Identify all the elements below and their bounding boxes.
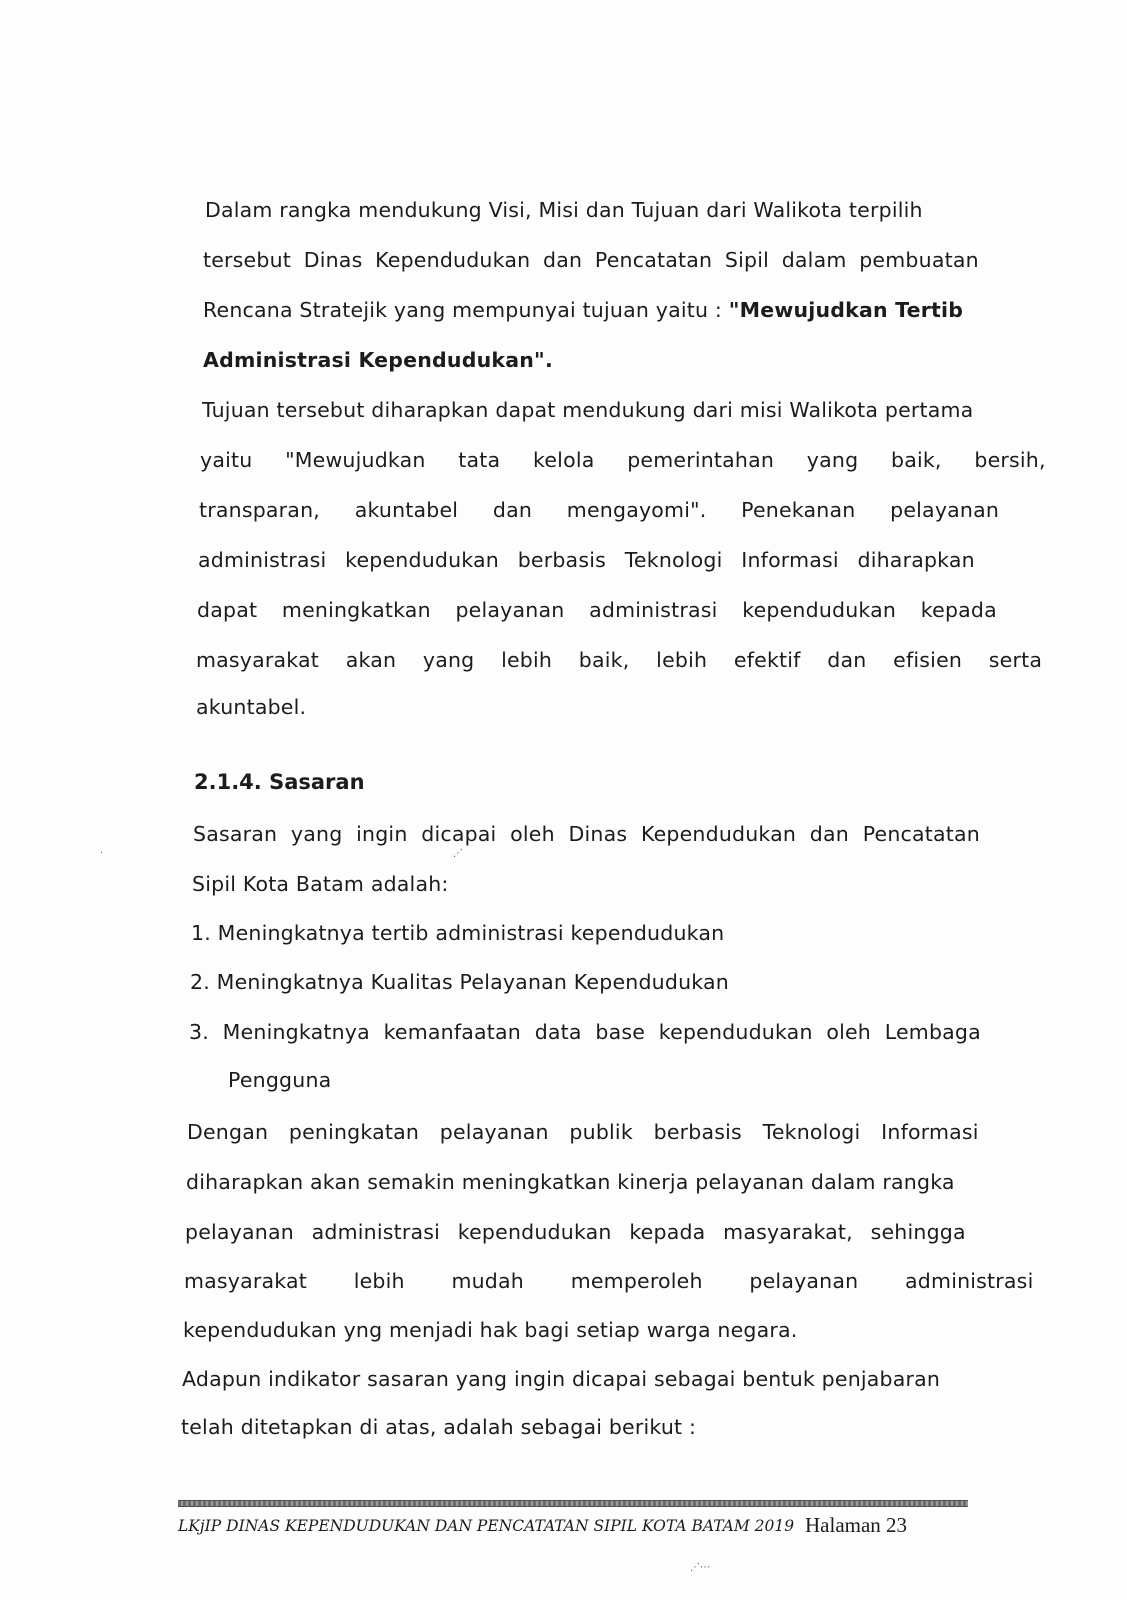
- list-item-3-line-2: Pengguna: [228, 1068, 332, 1092]
- text-segment: Dalam rangka mendukung Visi, Misi dan Tujuan dari Walikota terpilih: [205, 198, 923, 222]
- paragraph-3-line-2: Sipil Kota Batam adalah:: [192, 872, 449, 896]
- paragraph-5-line-1: Adapun indikator sasaran yang ingin dicapai sebagai bentuk penjabaran: [182, 1367, 941, 1391]
- goal-statement-end: Administrasi Kependudukan".: [203, 348, 553, 372]
- scan-speck: ·: [100, 848, 104, 859]
- paragraph-1-line-3: [203, 298, 963, 322]
- paragraph-2-line-5: dapat meningkatkan pelayanan administrasi kependudukan kepada: [197, 598, 997, 622]
- paragraph-4-line-2: diharapkan akan semakin meningkatkan kinerja pelayanan dalam rangka: [186, 1170, 955, 1194]
- paragraph-3-line-1: Sasaran yang ingin dicapai oleh Dinas Kependudukan dan Pencatatan: [193, 822, 980, 846]
- paragraph-2-line-4: administrasi kependudukan berbasis Teknologi Informasi diharapkan: [198, 548, 975, 572]
- list-item-2: 2. Meningkatnya Kualitas Pelayanan Kependudukan: [190, 970, 729, 994]
- list-item-3-line-1: 3. Meningkatnya kemanfaatan data base kependudukan oleh Lembaga: [189, 1020, 981, 1044]
- paragraph-2-line-2: yaitu "Mewujudkan tata kelola pemerintahan yang baik, bersih,: [200, 448, 1046, 472]
- paragraph-2-line-3: transparan, akuntabel dan mengayomi". Penekanan pelayanan: [199, 498, 1000, 522]
- paragraph-4-line-1: Dengan peningkatan pelayanan publik berbasis Teknologi Informasi: [187, 1120, 979, 1144]
- paragraph-2-line-1: Tujuan tersebut diharapkan dapat mendukung dari misi Walikota pertama: [202, 398, 974, 422]
- section-heading: 2.1.4. Sasaran: [194, 770, 365, 794]
- paragraph-1-line-2: tersebut Dinas Kependudukan dan Pencatatan Sipil dalam pembuatan: [203, 248, 979, 272]
- paragraph-1-line-1: [205, 198, 965, 222]
- page-number: Halaman 23: [805, 1513, 908, 1537]
- paragraph-4-line-4: masyarakat lebih mudah memperoleh pelayanan administrasi: [184, 1269, 1034, 1293]
- paragraph-5-line-2: telah ditetapkan di atas, adalah sebagai berikut :: [181, 1415, 697, 1439]
- paragraph-2-line-6: masyarakat akan yang lebih baik, lebih efektif dan efisien serta: [196, 648, 1043, 672]
- scan-speck: ⋰⋯: [690, 1562, 710, 1573]
- footer-title: LKjIP DINAS KEPENDUDUKAN DAN PENCATATAN SIPIL KOTA BATAM 2019: [178, 1517, 795, 1535]
- paragraph-2-line-7: akuntabel.: [196, 695, 307, 719]
- list-item-1: 1. Meningkatnya tertib administrasi kependudukan: [191, 921, 725, 945]
- paragraph-4-line-3: pelayanan administrasi kependudukan kepada masyarakat, sehingga: [185, 1220, 966, 1244]
- scan-speck: ⋰: [453, 848, 463, 859]
- goal-statement-start: "Mewujudkan Tertib: [728, 298, 964, 322]
- paragraph-4-line-5: kependudukan yng menjadi hak bagi setiap warga negara.: [183, 1318, 798, 1342]
- footer-rule: [178, 1500, 968, 1507]
- paragraph-1-line-3-text: Rencana Stratejik yang mempunyai tujuan yaitu :: [203, 298, 729, 322]
